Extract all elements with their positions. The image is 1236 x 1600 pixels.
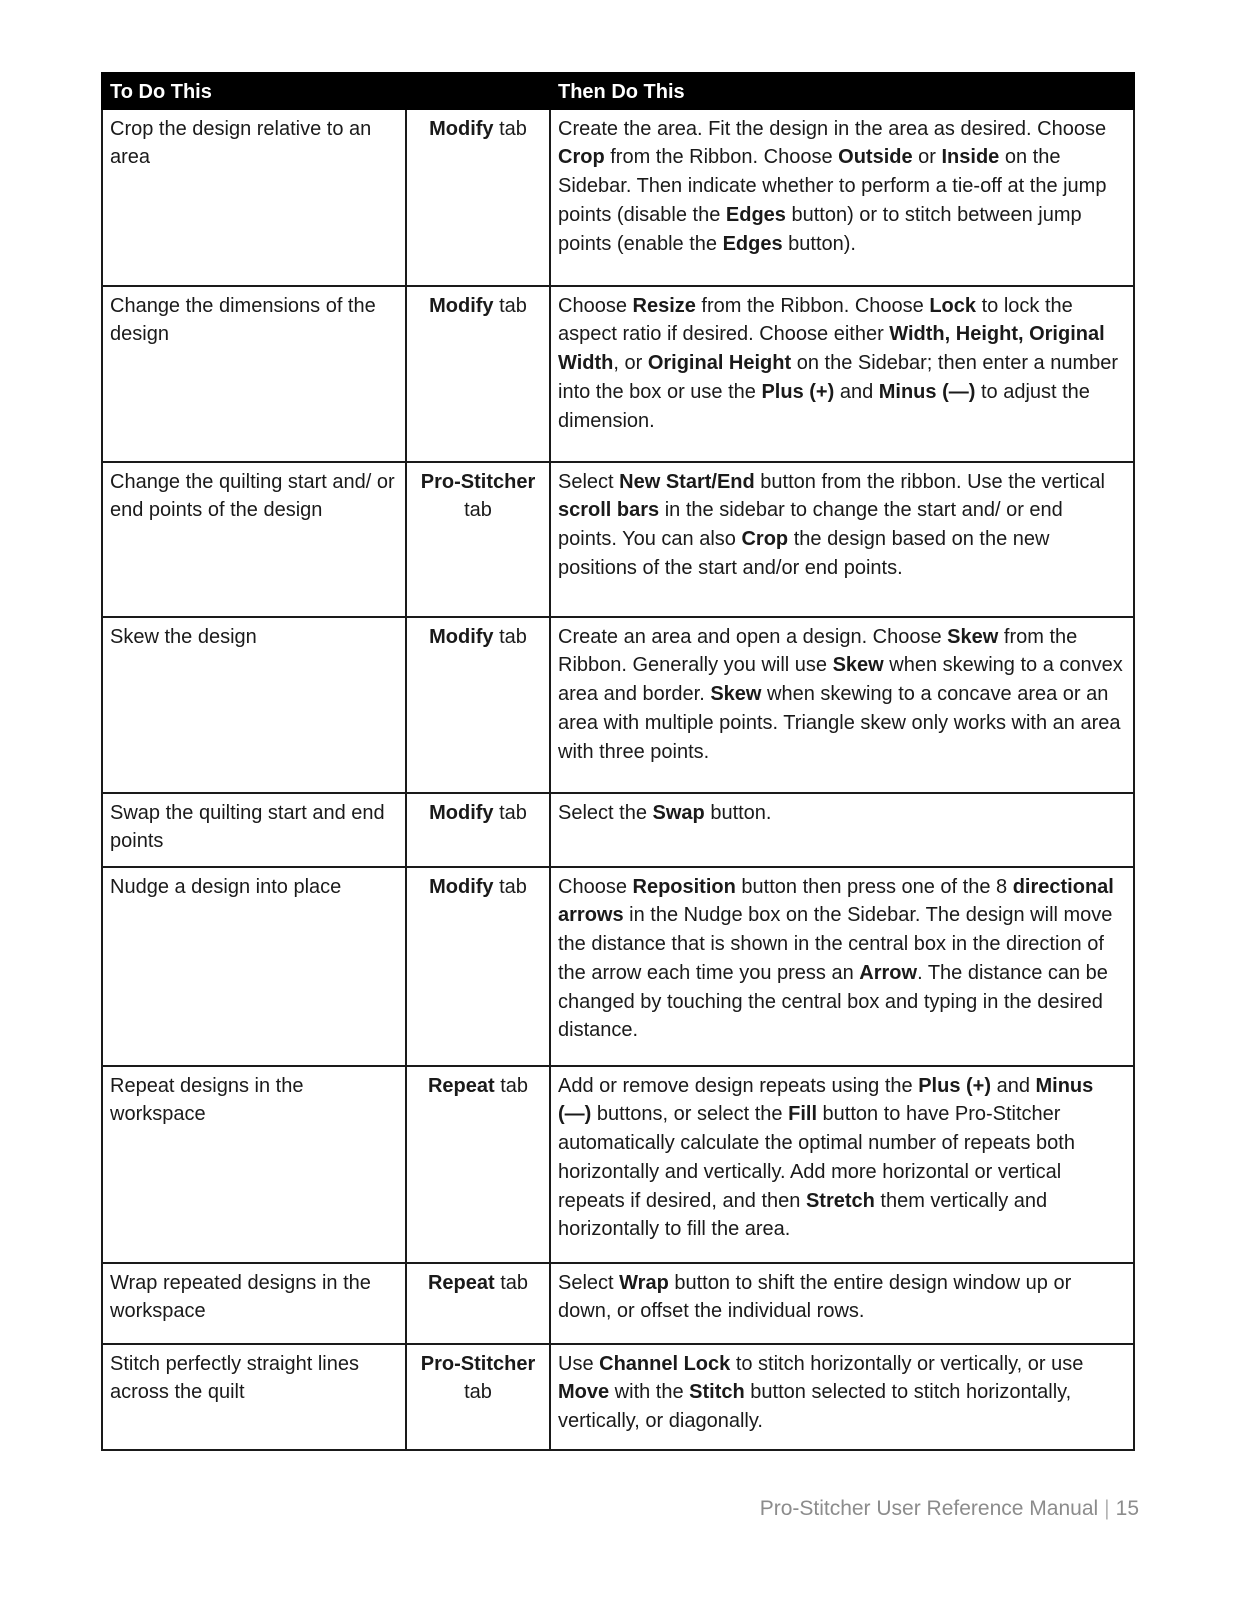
action-text: or [912,146,942,169]
tab-suffix: tab [464,1381,492,1404]
action-bold-text: Skew [832,654,884,677]
action-text: Select the [558,801,653,824]
action-bold-text: Plus (+) [761,380,835,403]
action-text: button to shift the entire design window up or down, or offset the individual rows. [558,1271,1072,1323]
action-bold-text: Move [558,1381,610,1404]
action-bold-text: directional arrows [558,875,1114,927]
action-bold-text: Minus (—) [558,1074,1094,1126]
action-bold-text: Stretch [805,1189,875,1212]
action-bold-text: scroll bars [558,499,660,522]
tab-name: Modify [429,294,494,317]
action-bold-text: Channel Lock [599,1352,731,1375]
manual-title: Pro-Stitcher User Reference Manual [759,1497,1099,1520]
task-cell: Nudge a design into place [102,867,406,1066]
task-cell: Repeat designs in the workspace [102,1066,406,1263]
action-text: and [991,1074,1036,1097]
tab-cell [406,867,550,1066]
action-text: button then press one of the 8 [735,875,1013,898]
action-text: button. [704,801,772,824]
action-text: when skewing to a concave area or an area with multiple points. Triangle skew only works with an area with three points. [558,683,1121,763]
table-row [102,1344,1134,1450]
action-text: button to have Pro-Stitcher automatically calculate the optimal number of repeats both horizontally and vertically. Add more horizontal or vertical repeats if desired, and then [558,1103,1075,1212]
tab-cell [406,286,550,462]
tab-name: Pro-Stitcher [420,470,536,493]
tab-cell [406,1344,550,1450]
action-cell [550,793,1134,867]
tab-name: Modify [429,875,494,898]
action-text: Select [558,1271,620,1294]
action-bold-text: New Start/End [619,470,755,493]
tab-suffix: tab [494,1271,529,1294]
tab-suffix: tab [493,875,527,898]
action-cell [550,286,1134,462]
page-number: 15 [1115,1497,1139,1520]
action-bold-text: Swap [652,801,705,824]
table-row [102,793,1134,867]
action-bold-text: Resize [632,294,696,317]
task-cell: Wrap repeated designs in the workspace [102,1263,406,1344]
action-bold-text: Original Height [647,352,792,375]
tab-cell [406,462,550,617]
action-text: Create an area and open a design. Choose [558,625,948,648]
action-text: to lock the aspect ratio if desired. Choose either [558,294,1073,346]
action-cell [550,462,1134,617]
action-text: button) or to stitch between jump points (enable the [558,203,1082,255]
action-text: button selected to stitch horizontally, vertically, or diagonally. [558,1381,1072,1433]
action-text: on the Sidebar; then enter a number into the box or use the [558,352,1119,403]
table-row [102,286,1134,462]
task-cell: Skew the design [102,617,406,793]
action-cell [550,1263,1134,1344]
action-bold-text: Edges [725,203,786,226]
action-text: Choose [558,294,633,317]
tab-name: Repeat [427,1271,495,1294]
action-text: , or [613,352,648,375]
tab-name: Modify [429,801,494,824]
action-bold-text: Crop [558,146,605,169]
tab-cell [406,1066,550,1263]
task-cell: Change the quilting start and/ or end points of the design [102,462,406,617]
tab-suffix: tab [464,499,492,522]
tab-suffix: tab [493,625,527,648]
action-text: Use [558,1352,600,1375]
task-cell: Change the dimensions of the design [102,286,406,462]
tab-cell [406,793,550,867]
table-row [102,1263,1134,1344]
action-bold-text: Width, Height, Original Width [558,323,1105,375]
tab-suffix: tab [494,1074,529,1097]
action-cell [550,617,1134,793]
action-cell [550,109,1134,286]
tab-cell [406,617,550,793]
action-cell [550,867,1134,1066]
action-bold-text: Stitch [689,1381,745,1404]
action-bold-text: Reposition [632,875,736,898]
action-bold-text: Crop [741,528,789,551]
action-cell [550,1066,1134,1263]
table-row [102,462,1134,617]
table-header-row [102,73,1134,109]
action-text: from the Ribbon. Choose [604,146,839,169]
tab-suffix: tab [493,294,527,317]
action-bold-text: Plus (+) [918,1074,992,1097]
action-bold-text: Edges [722,232,783,255]
action-text: from the Ribbon. Generally you will use [558,625,1078,677]
action-text: when skewing to a convex area and border. [558,654,1123,706]
tab-cell [406,109,550,286]
table-row [102,867,1134,1066]
action-text: in the sidebar to change the start and/ or end points. You can also [558,499,1063,551]
footer-separator: | [1104,1497,1110,1520]
action-text: Add or remove design repeats using the [558,1074,919,1097]
action-bold-text: Lock [929,294,977,317]
action-text: . The distance can be changed by touching the central box and typing in the desired distance. [558,961,1108,1042]
action-text: Choose [558,875,633,898]
action-text: buttons, or select the [591,1103,789,1126]
tab-name: Modify [429,117,494,140]
header-to-do-this: To Do This [102,73,406,109]
action-bold-text: Outside [838,146,913,169]
tab-suffix: tab [493,801,527,824]
action-text: on the Sidebar. Then indicate whether to perform a tie-off at the jump points (disable the [558,146,1107,226]
action-text: Create the area. Fit the design in the area as desired. Choose [558,117,1107,140]
action-text: to stitch horizontally or vertically, or use [730,1352,1084,1375]
task-cell: Crop the design relative to an area [102,109,406,286]
action-cell [550,1344,1134,1450]
action-text: button from the ribbon. Use the vertical [754,470,1105,493]
action-bold-text: Inside [941,146,1000,169]
page-footer [760,1497,1139,1521]
table-row [102,1066,1134,1263]
action-text: them vertically and horizontally to fill the area. [558,1189,1048,1241]
header-tab [406,73,550,109]
action-text: the design based on the new positions of the start and/or end points. [558,528,1050,579]
action-text: and [834,380,879,403]
header-then-do-this: Then Do This [550,73,1134,109]
action-bold-text: Skew [947,625,999,648]
tab-cell [406,1263,550,1344]
action-text: with the [609,1381,690,1404]
action-text: from the Ribbon. Choose [695,294,930,317]
table-row [102,617,1134,793]
action-text: Select [558,470,620,493]
action-bold-text: Arrow [859,961,918,984]
table-row [102,109,1134,286]
action-bold-text: Skew [710,683,762,706]
tab-suffix: tab [493,117,527,140]
task-cell: Stitch perfectly straight lines across the quilt [102,1344,406,1450]
action-bold-text: Wrap [619,1271,669,1294]
task-cell: Swap the quilting start and end points [102,793,406,867]
action-text: in the Nudge box on the Sidebar. The design will move the distance that is shown in the central box in the direction of the arrow each time you press an [558,904,1113,984]
reference-table [101,72,1135,1451]
action-bold-text: Fill [788,1103,817,1126]
action-bold-text: Minus (—) [878,380,976,403]
action-text: button). [782,232,856,255]
tab-name: Repeat [427,1074,495,1097]
action-text: to adjust the dimension. [558,380,1090,432]
tab-name: Modify [429,625,494,648]
tab-name: Pro-Stitcher [420,1352,536,1375]
